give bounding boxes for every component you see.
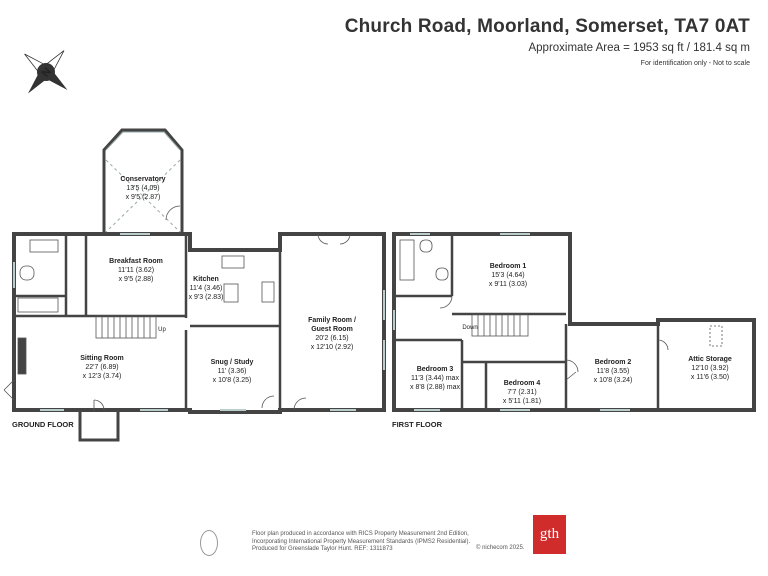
- room-dim2-attic-storage: x 11'6 (3.50): [690, 374, 730, 381]
- room-name-snug-study: Snug / Study: [210, 359, 254, 366]
- room-dim1-breakfast-room: 11'11 (3.62): [117, 267, 155, 274]
- room-dim1-conservatory: 13'5 (4.09): [126, 185, 160, 192]
- room-name-bedroom-1: Bedroom 1: [489, 263, 527, 270]
- footer-line-3: Produced for Greenslade Taylor Hunt. REF: 1311873: [252, 546, 393, 553]
- room-dim1-snug-study: 11' (3.36): [217, 368, 247, 375]
- approximate-area: Approximate Area = 1953 sq ft / 181.4 sq m: [528, 42, 750, 54]
- room-name-kitchen: Kitchen: [193, 276, 219, 283]
- room-dim2-bedroom-1: x 9'11 (3.03): [488, 281, 528, 288]
- room-dim1-attic-storage: 12'10 (3.92): [691, 365, 729, 372]
- room-name-bedroom-4: Bedroom 4: [503, 380, 541, 387]
- room-name-breakfast-room: Breakfast Room: [109, 258, 163, 265]
- scale-disclaimer: For identification only - Not to scale: [640, 60, 750, 67]
- room-dim1-bedroom-2: 11'8 (3.55): [596, 368, 630, 375]
- room-dim2-snug-study: x 10'8 (3.25): [212, 377, 252, 384]
- room-name-sitting-room: Sitting Room: [80, 355, 124, 362]
- footer-line-1: Floor plan produced in accordance with RICS Property Measurement 2nd Edition,: [252, 531, 469, 537]
- copyright-notice: © nichecom 2025.: [476, 545, 525, 551]
- room-name-bedroom-3: Bedroom 3: [416, 366, 454, 373]
- room-dim2-conservatory: x 9'5 (2.87): [125, 194, 161, 201]
- room-dim2-family-room: x 12'10 (2.92): [310, 344, 354, 351]
- first-floor-label: FIRST FLOOR: [392, 420, 442, 429]
- room-name-conservatory: Conservatory: [120, 176, 166, 183]
- room-dim2-sitting-room: x 12'3 (3.74): [82, 373, 122, 380]
- compass-north-label: N: [39, 65, 54, 80]
- room-dim1-bedroom-3: 11'3 (3.44) max: [411, 375, 459, 382]
- room-dim2-breakfast-room: x 9'5 (2.88): [118, 276, 154, 283]
- room-dim2-bedroom-3: x 8'8 (2.88) max: [410, 384, 460, 391]
- footer-line-2: Incorporating International Property Measurement Standards (IPMS2 Residential).: [252, 538, 471, 545]
- room-dim1-bedroom-1: 15'3 (4.64): [491, 272, 525, 279]
- room-dim2-bedroom-2: x 10'8 (3.24): [593, 377, 633, 384]
- compass-rose-icon: [21, 47, 70, 96]
- rics-logo-icon: [200, 530, 218, 556]
- room-dim1-family-room: 20'2 (6.15): [315, 335, 349, 342]
- room-dim1-kitchen: 11'4 (3.46): [189, 285, 223, 292]
- stairs-up-label: Up: [158, 327, 166, 333]
- room-dim1-sitting-room: 22'7 (6.89): [85, 364, 119, 371]
- room-name-attic-storage: Attic Storage: [688, 356, 732, 363]
- room-name-family-room: Family Room /: [308, 317, 356, 324]
- property-address-title: Church Road, Moorland, Somerset, TA7 0AT: [344, 16, 750, 37]
- gth-logo: gth: [533, 515, 566, 554]
- ground-floor-label: GROUND FLOOR: [12, 420, 74, 429]
- room-dim1-bedroom-4: 7'7 (2.31): [507, 389, 537, 396]
- room-name2-family-room: Guest Room: [311, 326, 353, 333]
- room-dim2-bedroom-4: x 5'11 (1.81): [502, 398, 542, 405]
- room-dim2-kitchen: x 9'3 (2.83): [188, 294, 224, 301]
- room-name-bedroom-2: Bedroom 2: [594, 359, 632, 366]
- stairs-down-label: Down: [462, 325, 478, 331]
